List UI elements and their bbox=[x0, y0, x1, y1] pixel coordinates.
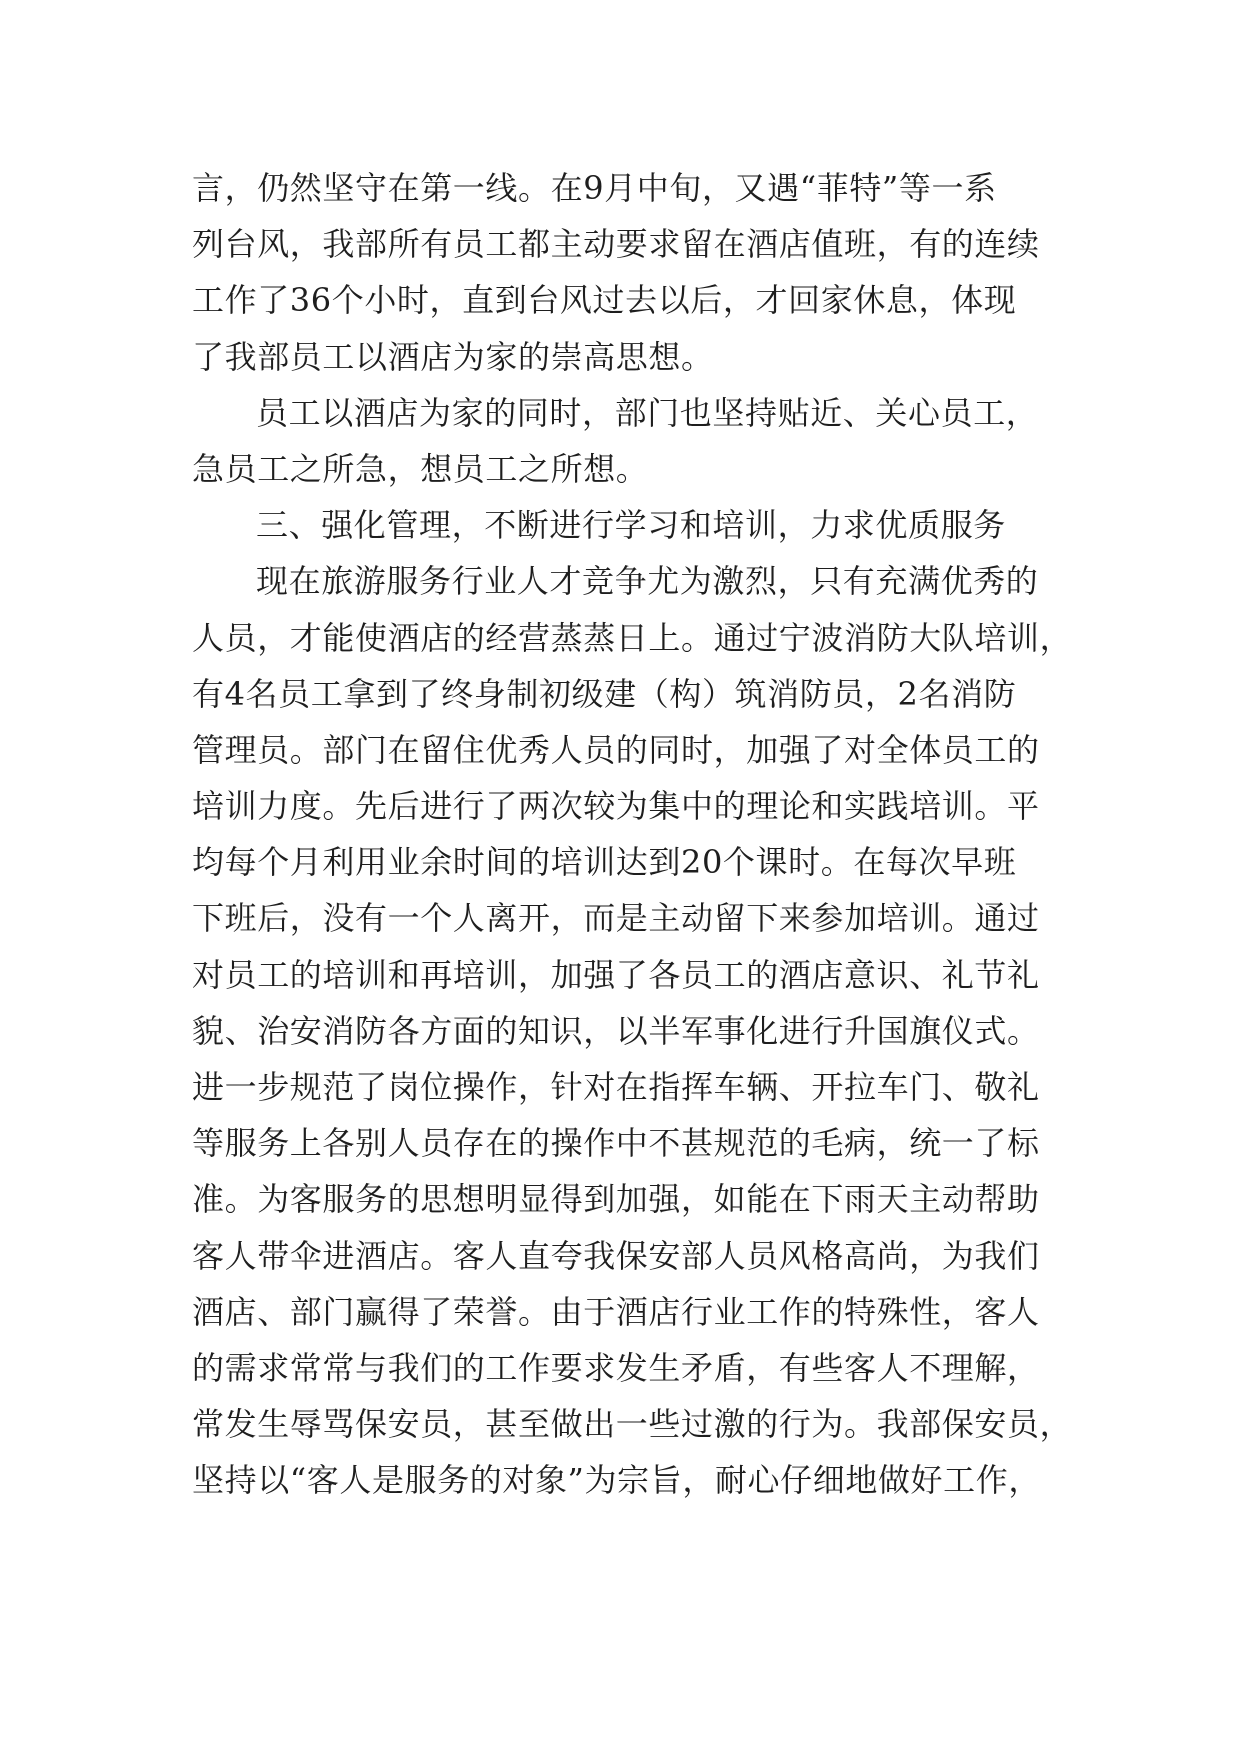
text-line: 急员工之所急，想员工之所想。 bbox=[192, 449, 649, 488]
text-line: 准。为客服务的思想明显得到加强，如能在下雨天主动帮助 bbox=[192, 1180, 1040, 1219]
text-line: 言，仍然坚守在第一线。在9月中旬，又遇“菲特”等一系 bbox=[192, 169, 997, 207]
paragraph-start-line: 现在旅游服务行业人才竞争尤为激烈，只有充满优秀的 bbox=[256, 562, 1039, 601]
text-line: 酒店、部门赢得了荣誉。由于酒店行业工作的特殊性，客人 bbox=[192, 1292, 1040, 1331]
text-line: 常发生辱骂保安员，甚至做出一些过激的行为。我部保安员， bbox=[192, 1405, 1073, 1444]
text-line: 人员，才能使酒店的经营蒸蒸日上。通过宁波消防大队培训， bbox=[192, 618, 1073, 657]
text-line: 有4名员工拿到了终身制初级建（构）筑消防员，2名消防 bbox=[192, 674, 1017, 713]
text-line: 貌、治安消防各方面的知识，以半军事化进行升国旗仪式。 bbox=[192, 1011, 1040, 1050]
text-line: 对员工的培训和再培训，加强了各员工的酒店意识、礼节礼 bbox=[192, 955, 1040, 994]
paragraph-start-line: 员工以酒店为家的同时，部门也坚持贴近、关心员工， bbox=[256, 393, 1039, 432]
text-line: 客人带伞进酒店。客人直夸我保安部人员风格高尚，为我们 bbox=[192, 1236, 1040, 1275]
text-line: 管理员。部门在留住优秀人员的同时，加强了对全体员工的 bbox=[192, 730, 1040, 769]
text-line: 下班后，没有一个人离开，而是主动留下来参加培训。通过 bbox=[192, 899, 1040, 938]
text-line: 等服务上各别人员存在的操作中不甚规范的毛病，统一了标 bbox=[192, 1124, 1040, 1163]
text-line: 的需求常常与我们的工作要求发生矛盾，有些客人不理解， bbox=[192, 1348, 1040, 1387]
text-line: 进一步规范了岗位操作，针对在指挥车辆、开拉车门、敬礼 bbox=[192, 1068, 1040, 1106]
text-line: 均每个月利用业余时间的培训达到20个课时。在每次早班 bbox=[192, 843, 1017, 882]
document-body bbox=[192, 160, 1072, 1509]
section-heading: 三、强化管理，不断进行学习和培训，力求优质服务 bbox=[256, 506, 1006, 545]
text-line: 了我部员工以酒店为家的崇高思想。 bbox=[192, 337, 714, 376]
text-line: 工作了36个小时，直到台风过去以后，才回家休息，体现 bbox=[192, 281, 1017, 320]
text-line: 培训力度。先后进行了两次较为集中的理论和实践培训。平 bbox=[192, 787, 1040, 826]
text-line: 坚持以“客人是服务的对象”为宗旨，耐心仔细地做好工作， bbox=[192, 1461, 1041, 1500]
text-line: 列台风，我部所有员工都主动要求留在酒店值班，有的连续 bbox=[192, 225, 1040, 264]
